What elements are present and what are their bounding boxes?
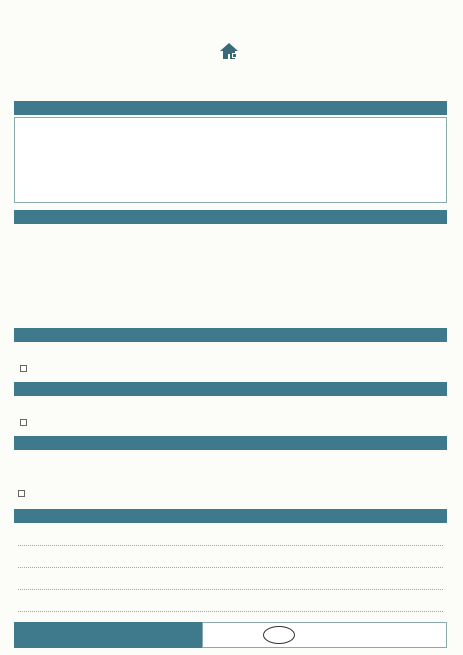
publish-confirm-label <box>14 622 202 648</box>
publish-confirm-title <box>14 622 202 623</box>
q3-other <box>20 364 29 373</box>
ruled-line <box>18 611 443 612</box>
q5-heading <box>14 436 447 450</box>
title-row <box>0 42 463 60</box>
q4-other <box>20 418 29 427</box>
q2-heading <box>14 210 447 224</box>
q6-answer-area[interactable] <box>14 525 447 615</box>
q3-other-checkbox[interactable] <box>20 365 27 372</box>
ruled-line <box>18 567 443 568</box>
q1-table <box>14 117 447 203</box>
q6-heading <box>14 509 447 523</box>
q4-heading <box>14 382 447 396</box>
q4-other-checkbox[interactable] <box>20 419 27 426</box>
q3-heading <box>14 328 447 342</box>
q5-other-checkbox[interactable] <box>18 490 25 497</box>
q5-other <box>18 489 27 498</box>
publish-confirm-choices <box>202 622 447 648</box>
q1-heading <box>14 101 447 115</box>
ruled-line <box>18 545 443 546</box>
house-logo-icon <box>219 42 239 60</box>
ruled-line <box>18 589 443 590</box>
selection-circle <box>263 626 295 644</box>
